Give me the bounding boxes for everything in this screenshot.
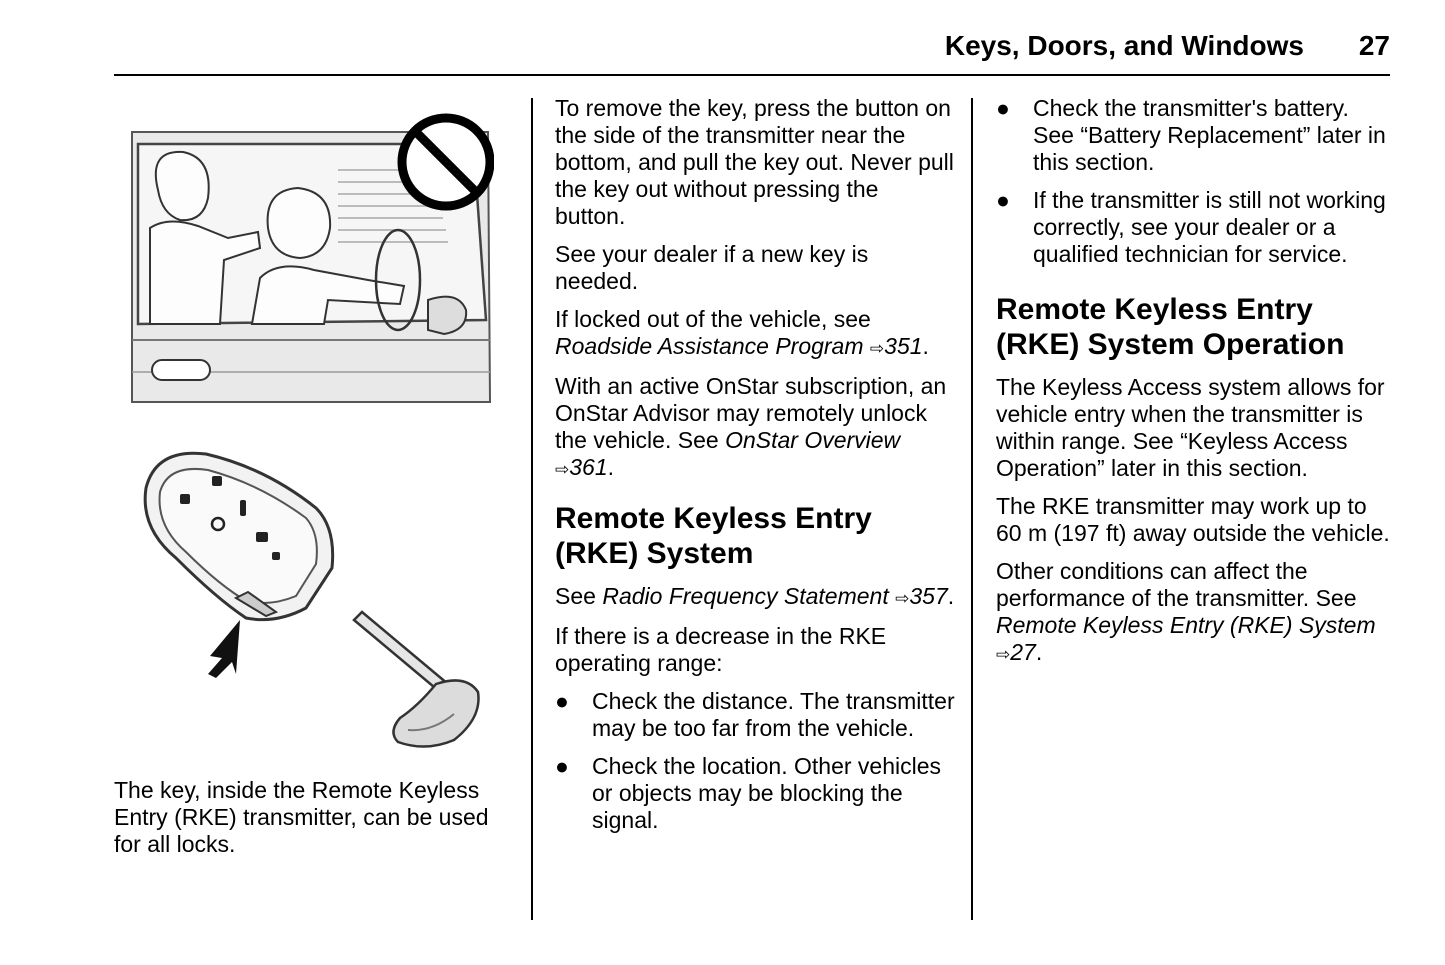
radio-frequency-end: . (947, 583, 955, 609)
conditions-paragraph (996, 558, 1392, 668)
key-fob-removal-illustration (136, 448, 486, 758)
roadside-assistance-link[interactable]: Roadside Assistance Program (555, 333, 864, 359)
locked-out-end: . (922, 333, 929, 359)
keyless-access-paragraph: The Keyless Access system allows for vehicle entry when the transmitter is within range. See “Keyless Access Operation” later in this section. (996, 374, 1385, 481)
middle-column (555, 95, 955, 845)
key-removal-paragraph: To remove the key, press the button on the side of the transmitter near the bottom, and pull the key out. Never pull the key out without pressing the button. (555, 95, 954, 229)
column-divider-1 (531, 98, 533, 920)
illustration-caption: The key, inside the Remote Keyless Entry (RKE) transmitter, can be used for all locks. (114, 777, 489, 857)
rke-system-link[interactable]: Remote Keyless Entry (RKE) System (996, 612, 1376, 638)
bullet-text: If the transmitter is still not working correctly, see your dealer or a qualified technician for service. (1033, 187, 1386, 267)
column-divider-2 (971, 98, 973, 920)
list-item (555, 753, 955, 834)
bullet-text: Check the distance. The transmitter may be too far from the vehicle. (592, 688, 955, 741)
onstar-text: With an active OnStar subscription, an OnStar Advisor may remotely unlock the vehicle. See (555, 373, 947, 453)
page-reference-arrow-icon: ⇨ (869, 339, 885, 358)
bullet-icon: ● (555, 753, 569, 779)
bullet-text: Check the transmitter's battery. See “Battery Replacement” later in this section. (1033, 95, 1386, 175)
page-reference-arrow-icon: ⇨ (895, 589, 910, 608)
child-in-car-warning-illustration (128, 110, 494, 406)
page-reference-arrow-icon: ⇨ (996, 645, 1011, 664)
range-paragraph: The RKE transmitter may work up to 60 m (197 ft) away outside the vehicle. (996, 493, 1390, 546)
range-checks-list (555, 688, 955, 834)
bullet-text: Check the location. Other vehicles or objects may be blocking the signal. (592, 753, 942, 833)
right-column (996, 95, 1392, 679)
dealer-paragraph: See your dealer if a new key is needed. (555, 241, 869, 294)
rke-system-heading: Remote Keyless Entry (RKE) System (555, 502, 872, 570)
radio-frequency-text: See (555, 583, 603, 609)
list-item (996, 95, 1392, 176)
left-column (114, 777, 514, 869)
list-item (555, 688, 955, 742)
range-decrease-paragraph: If there is a decrease in the RKE operating range: (555, 623, 887, 676)
conditions-end: . (1035, 639, 1043, 665)
troubleshooting-list (996, 95, 1392, 268)
rke-operation-heading: Remote Keyless Entry (RKE) System Operation (996, 293, 1345, 361)
conditions-text: Other conditions can affect the performance of the transmitter. See (996, 558, 1357, 611)
radio-frequency-page-ref[interactable]: 357 (909, 583, 948, 609)
page-header (114, 28, 1390, 76)
radio-frequency-paragraph (555, 583, 955, 612)
bullet-icon: ● (555, 688, 569, 714)
roadside-page-ref[interactable]: 351 (884, 333, 923, 359)
page-reference-arrow-icon: ⇨ (555, 460, 570, 479)
locked-out-paragraph (555, 306, 955, 362)
onstar-overview-link[interactable]: OnStar Overview (725, 427, 901, 453)
locked-out-text: If locked out of the vehicle, see (555, 306, 871, 332)
page-number: 27 (1358, 30, 1390, 61)
onstar-paragraph (555, 373, 955, 483)
bullet-icon: ● (996, 187, 1010, 213)
rke-system-page-ref[interactable]: 27 (1010, 639, 1036, 665)
onstar-end: . (607, 454, 615, 480)
section-title: Keys, Doors, and Windows (944, 30, 1304, 61)
onstar-page-ref[interactable]: 361 (569, 454, 608, 480)
list-item (996, 187, 1392, 268)
radio-frequency-link[interactable]: Radio Frequency Statement (602, 583, 889, 609)
bullet-icon: ● (996, 95, 1010, 121)
